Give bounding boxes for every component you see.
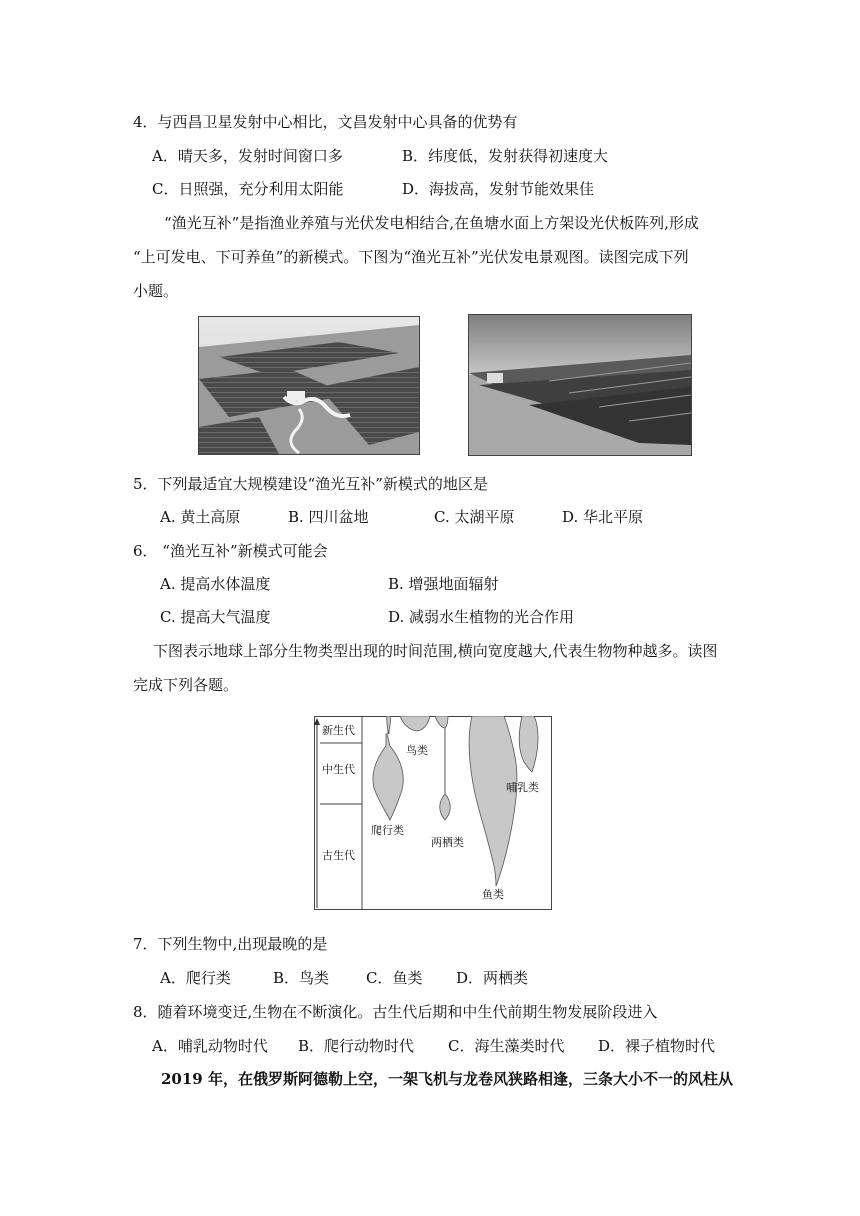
q6-stem: 6． “渔光互补”新模式可能会 (133, 542, 328, 560)
intro1-line3: 小题。 (133, 282, 179, 300)
intro1-line2: “上可发电、下可养鱼”的新模式。下图为“渔光互补”光伏发电景观图。读图完成下列 (133, 248, 689, 266)
evolution-diagram (314, 716, 552, 910)
intro3-line1: 2019 年，在俄罗斯阿德勒上空，一架飞机与龙卷风狭路相逢，三条大小不一的风柱从 (161, 1070, 733, 1088)
label-fish: 鱼类 (482, 888, 504, 901)
q8-option-a: A．哺乳动物时代 (152, 1037, 268, 1055)
label-reptile: 爬行类 (371, 824, 404, 837)
era-paleozoic: 古生代 (322, 849, 355, 862)
label-bird: 鸟类 (406, 744, 428, 757)
fishery-solar-photo-1 (198, 316, 420, 455)
q4-option-d: D．海拔高，发射节能效果佳 (402, 180, 595, 198)
intro2-line1: 下图表示地球上部分生物类型出现的时间范围,横向宽度越大,代表生物物种越多。读图 (153, 642, 718, 660)
q6-option-a: A. 提高水体温度 (160, 575, 271, 593)
label-mammal: 哺乳类 (506, 781, 539, 794)
q5-option-c: C. 太湖平原 (434, 508, 515, 526)
q4-stem: 4．与西昌卫星发射中心相比，文昌发射中心具备的优势有 (133, 113, 518, 131)
era-mesozoic: 中生代 (322, 763, 355, 776)
q8-option-c: C．海生藻类时代 (448, 1037, 565, 1055)
q7-option-d: D．两栖类 (456, 969, 529, 987)
q4-option-a: A．晴天多，发射时间窗口多 (152, 147, 343, 165)
q8-option-b: B．爬行动物时代 (298, 1037, 415, 1055)
q5-option-b: B. 四川盆地 (288, 508, 369, 526)
q5-option-d: D. 华北平原 (562, 508, 644, 526)
q6-option-d: D. 减弱水生植物的光合作用 (388, 608, 575, 626)
q8-stem: 8．随着环境变迁,生物在不断演化。古生代后期和中生代前期生物发展阶段进入 (133, 1003, 658, 1021)
intro1-line1: “渔光互补”是指渔业养殖与光伏发电相结合,在鱼塘水面上方架设光伏板阵列,形成 (164, 214, 699, 232)
q4-option-b: B．纬度低，发射获得初速度大 (402, 147, 609, 165)
q4-option-c: C．日照强，充分利用太阳能 (152, 180, 344, 198)
q6-option-c: C. 提高大气温度 (160, 608, 271, 626)
q7-option-c: C．鱼类 (366, 969, 423, 987)
label-amphibian: 两栖类 (431, 836, 464, 849)
q5-option-a: A. 黄土高原 (160, 508, 241, 526)
era-cenozoic: 新生代 (322, 724, 355, 737)
q5-stem: 5．下列最适宜大规模建设“渔光互补”新模式的地区是 (133, 475, 488, 493)
intro2-line2: 完成下列各题。 (133, 676, 239, 694)
q7-option-a: A．爬行类 (160, 969, 231, 987)
q6-option-b: B. 增强地面辐射 (388, 575, 499, 593)
q7-option-b: B．鸟类 (273, 969, 330, 987)
fishery-solar-photo-2 (468, 314, 692, 456)
q8-option-d: D．裸子植物时代 (598, 1037, 716, 1055)
q7-stem: 7．下列生物中,出现最晚的是 (133, 935, 328, 953)
